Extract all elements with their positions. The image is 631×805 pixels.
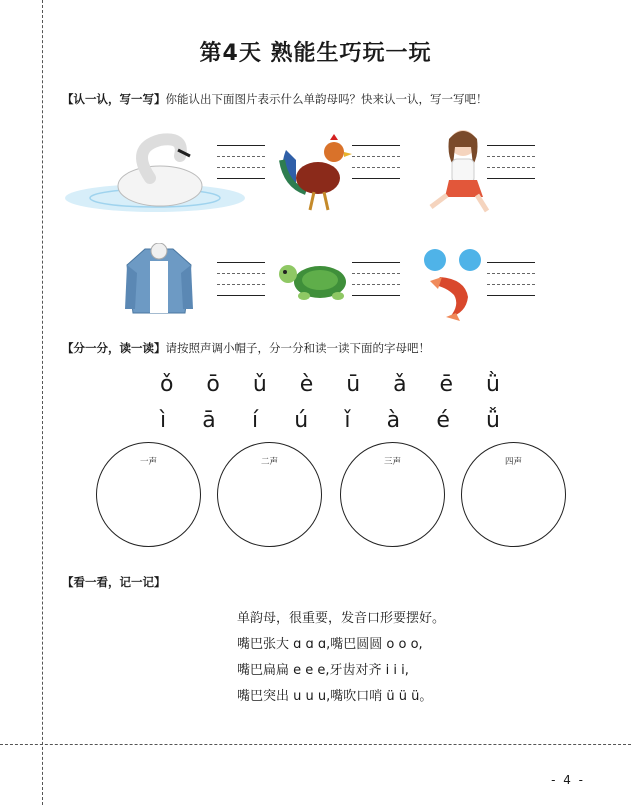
pinyin-letter: ū bbox=[346, 372, 361, 397]
section-2-bracket: 【分一分，读一读】 bbox=[62, 341, 166, 355]
tone-label: 一声 bbox=[139, 457, 157, 467]
writing-lines[interactable] bbox=[217, 262, 265, 306]
section-2-heading bbox=[62, 340, 430, 356]
section-3-heading bbox=[62, 574, 166, 590]
pinyin-letter: ǜ bbox=[485, 372, 500, 397]
pinyin-letter: ō bbox=[206, 372, 220, 397]
pinyin-letter: ǚ bbox=[486, 408, 500, 433]
pinyin-letter: é bbox=[436, 408, 450, 433]
writing-lines[interactable] bbox=[352, 262, 400, 306]
pinyin-letter: ē bbox=[439, 372, 454, 397]
tone-label: 四声 bbox=[504, 457, 522, 467]
pinyin-letter: ǔ bbox=[252, 372, 267, 397]
turtle-icon bbox=[276, 260, 356, 306]
jacket-icon bbox=[125, 243, 193, 319]
pinyin-letter: í bbox=[251, 408, 259, 433]
writing-lines[interactable] bbox=[352, 145, 400, 189]
rhyme-line: 嘴巴突出 u u u,嘴吹口哨 ü ü ü。 bbox=[237, 689, 433, 704]
pinyin-letter: ì bbox=[160, 408, 167, 433]
pinyin-letter: ú bbox=[294, 408, 309, 433]
tone-circle-3[interactable] bbox=[340, 442, 445, 547]
rhyme-line: 嘴巴扁扁 e e e,牙齿对齐 i i i, bbox=[237, 663, 409, 678]
rooster-icon bbox=[276, 130, 354, 212]
girl-icon bbox=[425, 125, 495, 215]
tone-label: 二声 bbox=[260, 457, 278, 467]
writing-lines[interactable] bbox=[487, 145, 535, 189]
section-2-text: 请按照声调小帽子，分一分和读一读下面的字母吧！ bbox=[165, 341, 430, 355]
writing-lines[interactable] bbox=[217, 145, 265, 189]
tone-circle-4[interactable] bbox=[461, 442, 566, 547]
section-1-bracket: 【认一认，写一写】 bbox=[62, 92, 166, 106]
pinyin-row-1 bbox=[160, 372, 500, 397]
section-3-bracket: 【看一看，记一记】 bbox=[62, 575, 166, 589]
pinyin-row-2 bbox=[160, 408, 500, 433]
pinyin-letter: ǒ bbox=[160, 372, 174, 397]
page-number: - 4 - bbox=[551, 773, 585, 787]
left-dashed-border bbox=[42, 0, 43, 805]
pinyin-letter: ǐ bbox=[344, 408, 351, 433]
rhyme-block bbox=[237, 606, 445, 710]
rhyme-line: 嘴巴张大 ɑ ɑ ɑ,嘴巴圆圆 o o o, bbox=[237, 637, 423, 652]
pinyin-letter: ǎ bbox=[393, 372, 407, 397]
pinyin-letter: à bbox=[386, 408, 401, 433]
section-1-text: 你能认出下面图片表示什么单韵母吗？快来认一认，写一写吧！ bbox=[165, 92, 488, 106]
writing-lines[interactable] bbox=[487, 262, 535, 306]
page-title: 第4天 熟能生巧玩一玩 bbox=[199, 41, 432, 66]
rhyme-line: 单韵母，很重要，发音口形要摆好。 bbox=[237, 611, 446, 626]
tone-circle-1[interactable] bbox=[96, 442, 201, 547]
tone-circle-2[interactable] bbox=[217, 442, 322, 547]
section-1-heading bbox=[62, 91, 488, 107]
tone-label: 三声 bbox=[383, 457, 401, 467]
fish-icon bbox=[420, 247, 490, 322]
pinyin-letter: ā bbox=[202, 408, 216, 433]
bottom-dashed-border bbox=[0, 744, 631, 745]
pinyin-letter: è bbox=[299, 372, 314, 397]
